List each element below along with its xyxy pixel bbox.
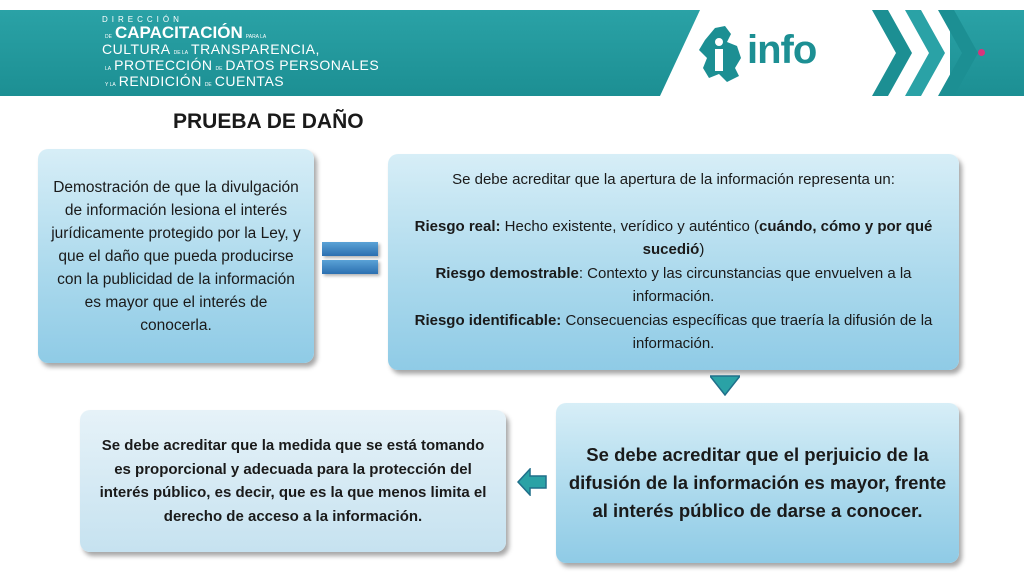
harm-text: Se debe acreditar que el perjuicio de la difusión de la información es mayor, frente al interés público de darse a conocer. [568, 444, 947, 521]
definition-text: Demostración de que la divulgación de información lesiona el interés jurídicamente protegido por la Ley, y que el daño que pueda producirse con la publicidad de la información es mayor que el interés de conocerla. [51, 178, 301, 334]
risk-types-content [398, 168, 949, 356]
equals-icon-top [322, 242, 378, 256]
risk-types-box [388, 154, 959, 370]
risk-demonstrable: Riesgo demostrable: Contexto y las circunstancias que envuelven a la información. [435, 264, 912, 306]
header-line-3: CULTURA DE LA TRANSPARENCIA, [102, 41, 320, 57]
risk-real: Riesgo real: Hecho existente, verídico y auténtico (cuándo, cómo y por qué sucedió) [414, 217, 933, 259]
definition-box [38, 149, 314, 363]
arrow-down-icon [710, 374, 740, 396]
proportionality-text: Se debe acreditar que la medida que se está tomando es proporcional y adecuada para la protección del interés público, es decir, que es la que menos limita el derecho de acceso a la información. [99, 437, 487, 525]
dot-decoration [978, 49, 985, 56]
institution-name [102, 16, 379, 90]
equals-icon-bottom [322, 260, 378, 274]
header-line-2: DE CAPACITACIÓN PARA LA [105, 23, 267, 42]
logo-text: info [747, 28, 817, 72]
header-line-1: DIRECCIÓN [102, 15, 183, 24]
info-logo [697, 24, 857, 86]
header-line-4: LA PROTECCIÓN DE DATOS PERSONALES [105, 57, 380, 73]
risk-intro: Se debe acreditar que la apertura de la información representa un: [452, 171, 895, 189]
proportionality-box [80, 410, 506, 552]
header-line-5: Y LA RENDICIÓN DE CUENTAS [105, 73, 285, 89]
arrow-left-icon [517, 468, 547, 496]
city-map-icon [697, 24, 747, 84]
harm-box [556, 403, 959, 563]
page-title: PRUEBA DE DAÑO [173, 110, 364, 133]
risk-identifiable: Riesgo identificable: Consecuencias específicas que traería la difusión de la información. [414, 311, 933, 353]
